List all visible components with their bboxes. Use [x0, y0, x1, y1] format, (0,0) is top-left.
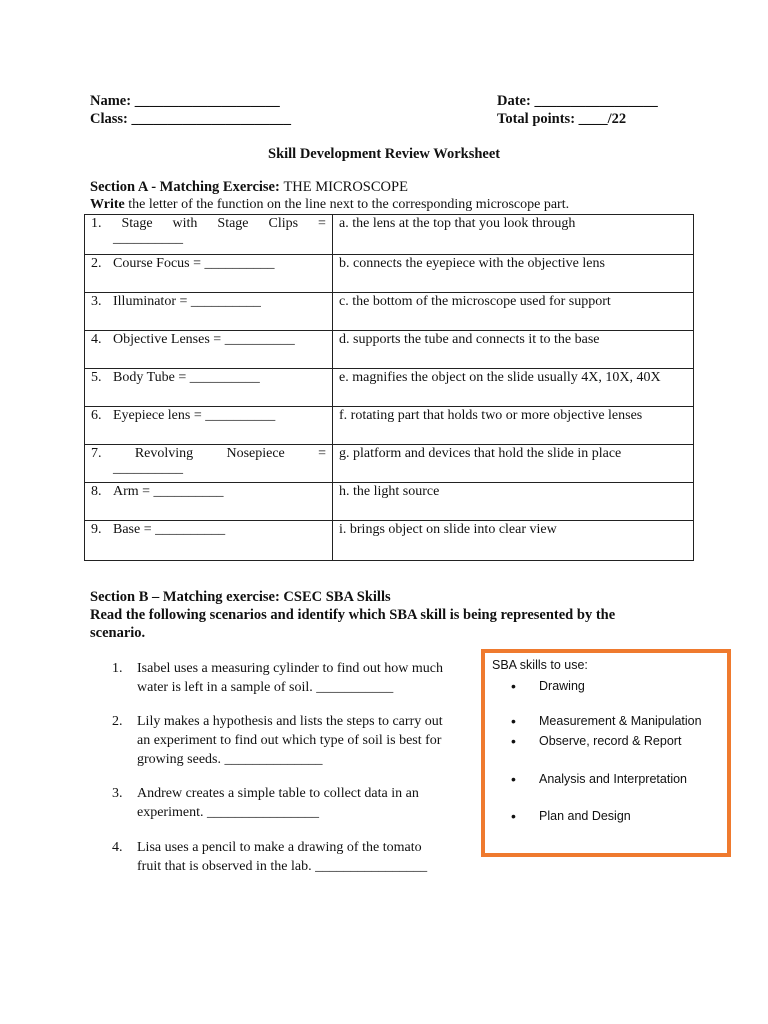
row-number: 2. [91, 256, 102, 271]
part-word: with [172, 216, 198, 231]
table-row [85, 293, 694, 331]
section-a-instruction [90, 197, 569, 213]
table-row [85, 521, 694, 561]
function-cell: e. magnifies the object on the slide usually 4X, 10X, 40X [333, 369, 694, 407]
table-row [85, 215, 694, 255]
sba-skills-title: SBA skills to use: [492, 658, 588, 672]
part-label[interactable]: Course Focus = __________ [113, 256, 275, 271]
scenario-number: 1. [112, 661, 123, 676]
part-cell [85, 331, 333, 369]
part-label[interactable]: Objective Lenses = __________ [113, 332, 295, 347]
scenario-item [112, 712, 472, 769]
section-b-instruction: Read the following scenarios and identify which SBA skill is being represented by the scenario. [90, 607, 616, 641]
bullet-icon: • [511, 713, 516, 729]
scenario-line: Andrew creates a simple table to collect data in an [137, 786, 419, 801]
row-number: 9. [91, 522, 102, 537]
part-label[interactable]: Base = __________ [113, 522, 226, 537]
part-cell [85, 407, 333, 445]
bullet-icon: • [511, 771, 516, 787]
row-number: 4. [91, 332, 102, 347]
name-field-label: Name: ____________________ [90, 93, 280, 109]
skill-label: Observe, record & Report [539, 734, 682, 748]
scenario-number: 3. [112, 786, 123, 801]
row-number: 3. [91, 294, 102, 309]
function-cell: c. the bottom of the microscope used for support [333, 293, 694, 331]
part-label[interactable]: Illuminator = __________ [113, 294, 261, 309]
section-a-title-rest: THE MICROSCOPE [283, 179, 408, 195]
part-cell [85, 369, 333, 407]
table-row [85, 331, 694, 369]
bullet-icon: • [511, 733, 516, 749]
scenario-line[interactable]: experiment. ________________ [137, 805, 319, 820]
scenario-item [112, 659, 472, 697]
part-word: Stage [121, 216, 153, 231]
answer-blank[interactable]: __________ [113, 231, 183, 246]
date-field-label: Date: _________________ [497, 93, 658, 109]
total-points-label: Total points: ____/22 [497, 111, 627, 127]
part-word: Revolving [134, 446, 194, 461]
skill-label: Analysis and Interpretation [539, 772, 688, 786]
scenario-line: an experiment to find out which type of soil is best for [137, 733, 442, 748]
part-cell [85, 483, 333, 521]
function-cell: f. rotating part that holds two or more objective lenses [333, 407, 694, 445]
part-cell [85, 293, 333, 331]
table-row [85, 369, 694, 407]
table-row [85, 255, 694, 293]
function-cell: i. brings object on slide into clear view [333, 521, 694, 561]
bullet-icon: • [511, 678, 516, 694]
sba-skills-box [481, 649, 731, 857]
section-a-title-bold: Section A - Matching Exercise: [90, 179, 284, 195]
row-number: 5. [91, 370, 102, 385]
scenario-number: 4. [112, 840, 123, 855]
instruction-rest: the letter of the function on the line next to the corresponding microscope part. [124, 197, 570, 212]
scenario-line: Isabel uses a measuring cylinder to find out how much [137, 661, 443, 676]
part-label[interactable]: Body Tube = __________ [113, 370, 260, 385]
scenario-line: Lisa uses a pencil to make a drawing of the tomato [137, 840, 422, 855]
function-cell: g. platform and devices that hold the slide in place [333, 445, 694, 483]
microscope-matching-table [84, 214, 694, 561]
part-label[interactable]: Eyepiece lens = __________ [113, 408, 276, 423]
skill-label: Plan and Design [539, 809, 631, 823]
table-row [85, 407, 694, 445]
part-label[interactable]: Arm = __________ [113, 484, 224, 499]
row-number: 8. [91, 484, 102, 499]
part-word: Clips [268, 216, 299, 231]
scenario-line[interactable]: growing seeds. ______________ [137, 752, 323, 767]
bullet-icon: • [511, 808, 516, 824]
class-field-label: Class: ______________________ [90, 111, 291, 127]
section-a-title [90, 179, 408, 196]
section-b-title: Section B – Matching exercise: CSEC SBA Skills [90, 589, 391, 605]
skill-label: Drawing [539, 679, 585, 693]
table-row [85, 445, 694, 483]
row-number: 1. [91, 216, 102, 231]
scenario-item [112, 838, 472, 876]
instruction-bold: Write [90, 197, 125, 212]
part-cell [85, 215, 333, 255]
part-word: = [318, 446, 326, 461]
part-cell [85, 255, 333, 293]
function-cell: a. the lens at the top that you look through [333, 215, 694, 255]
row-number: 6. [91, 408, 102, 423]
scenario-line: Lily makes a hypothesis and lists the steps to carry out [137, 714, 443, 729]
skill-label: Measurement & Manipulation [539, 714, 702, 728]
scenario-line[interactable]: fruit that is observed in the lab. ________________ [137, 859, 428, 874]
part-word: Stage [217, 216, 249, 231]
part-word: = [318, 216, 326, 231]
scenario-item [112, 784, 472, 822]
scenario-number: 2. [112, 714, 123, 729]
part-word: Nosepiece [226, 446, 285, 461]
function-cell: d. supports the tube and connects it to the base [333, 331, 694, 369]
answer-blank[interactable]: __________ [113, 461, 183, 476]
function-cell: b. connects the eyepiece with the objective lens [333, 255, 694, 293]
scenario-line[interactable]: water is left in a sample of soil. ___________ [137, 680, 394, 695]
part-cell [85, 445, 333, 483]
function-cell: h. the light source [333, 483, 694, 521]
part-cell [85, 521, 333, 561]
row-number: 7. [91, 446, 102, 461]
part-line [91, 446, 326, 462]
worksheet-title: Skill Development Review Worksheet [268, 146, 501, 162]
table-row [85, 483, 694, 521]
part-line [91, 216, 326, 232]
